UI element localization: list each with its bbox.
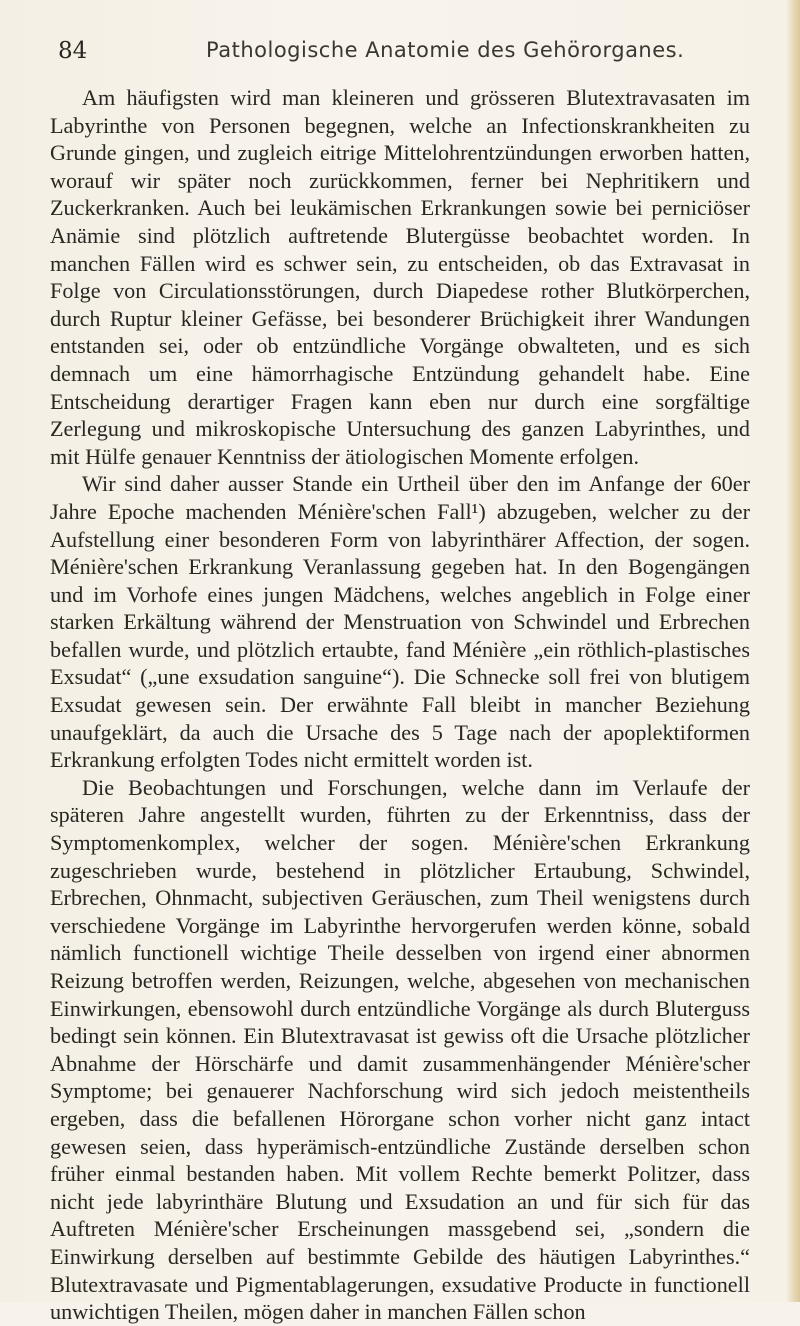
running-head: Pathologische Anatomie des Gehörorganes. bbox=[206, 38, 685, 62]
paragraph-2: Wir sind daher ausser Stande ein Urtheil über den im Anfange der 60er Jahre Epoche machenden Ménière'schen Fall¹) abzugeben, welcher zu der Aufstellung einer besonderen Form von labyrinthärer Affection, der sogen. Ménière'schen Erkrankung Veranlassung gegeben hat. In den Bogengängen und im Vorhofe eines jungen Mädchens, welches angeblich in Folge einer starken Erkältung während der Menstruation von Schwindel und Erbrechen befallen wurde, und plötzlich ertaubte, fand Ménière „ein röthlich-plastisches Exsudat“ („une exsudation sanguine“). Die Schnecke soll frei von blutigem Exsudat gewesen sein. Der erwähnte Fall bleibt in mancher Beziehung unaufgeklärt, da auch die Ursache des 5 Tage nach der apoplektiformen Erkrankung erfolgten Todes nicht ermittelt worden ist. bbox=[50, 471, 750, 773]
paragraph-1: Am häufigsten wird man kleineren und grösseren Blutextravasaten im Labyrinthe von Personen begegnen, welche an Infectionskrankheiten zu Grunde gingen, und zugleich eitrige Mittelohrentzündungen erworben hatten, worauf wir später noch zurückkommen, ferner bei Nephritikern und Zuckerkranken. Auch bei leukämischen Erkrankungen sowie bei perniciöser Anämie sind plötzlich auftretende Blutergüsse beobachtet worden. In manchen Fällen wird es schwer sein, zu entscheiden, ob das Extravasat in Folge von Circulationsstörungen, durch Diapedese rother Blutkörperchen, durch Ruptur kleiner Gefässe, bei besonderer Brüchigkeit ihrer Wandungen entstanden sei, oder ob entzündliche Vorgänge obwalteten, und es sich demnach um eine hämorrhagische Entzündung gehandelt habe. Eine Entscheidung derartiger Fragen kann eben nur durch eine sorgfältige Zerlegung und mikroskopische Untersuchung des ganzen Labyrinthes, und mit Hülfe genauer Kenntniss der ätiologischen Momente erfolgen. bbox=[50, 85, 750, 469]
paragraph-3: Die Beobachtungen und Forschungen, welche dann im Verlaufe der späteren Jahre angestellt wurden, führten zu der Erkenntniss, dass der Symptomenkomplex, welcher der sogen. Ménière'schen Erkrankung zugeschrieben wurde, bestehend in plötzlicher Ertaubung, Schwindel, Erbrechen, Ohnmacht, subjectiven Geräuschen, zum Theil wenigstens durch verschiedene Vorgänge im Labyrinthe hervorgerufen werden könne, sobald nämlich functionell wichtige Theile desselben von irgend einer abnormen Reizung betroffen werden, Reizungen, welche, abgesehen von mechanischen Einwirkungen, ebensowohl durch entzündliche Vorgänge als durch Bluterguss bedingt sein können. Ein Blutextravasat ist gewiss oft die Ursache plötzlicher Abnahme der Hörschärfe und damit zusammenhängender Ménière'scher Symptome; bei genauerer Nachforschung wird sich jedoch meistentheils ergeben, dass die befallenen Hörorgane schon vorher nicht ganz intact gewesen seien, dass hyperämisch-entzündliche Zustände derselben schon früher einmal bestanden haben. Mit vollem Rechte bemerkt Politzer, dass nicht jede labyrinthäre Blutung und Exsudation an und für sich für das Auftreten Ménière'scher Erscheinungen massgebend sei, „sondern die Einwirkung derselben auf bestimmte Gebilde des häutigen Labyrinthes.“ Blutextravasate und Pigmentablagerungen, exsudative Producte in functionell unwichtigen Theilen, mögen daher in manchen Fällen schon bbox=[50, 774, 750, 1325]
page-edge bbox=[786, 0, 800, 1302]
page-number: 84 bbox=[58, 38, 88, 64]
page-header bbox=[58, 36, 748, 70]
body-text bbox=[50, 84, 750, 1326]
